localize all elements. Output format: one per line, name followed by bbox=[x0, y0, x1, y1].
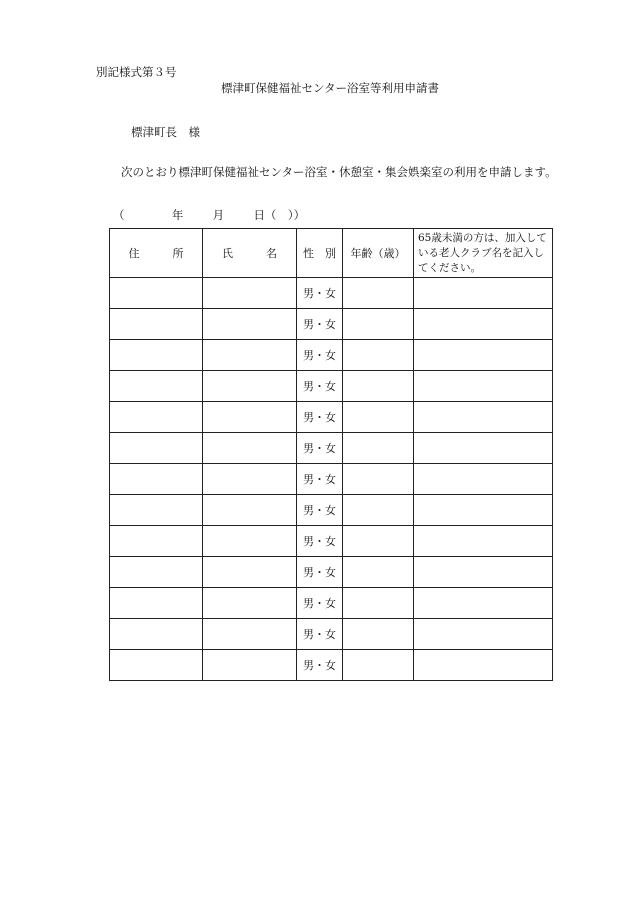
sex-cell[interactable]: 男・女 bbox=[297, 588, 343, 619]
club-cell[interactable] bbox=[414, 588, 553, 619]
age-cell[interactable] bbox=[343, 557, 414, 588]
address-cell[interactable] bbox=[110, 464, 203, 495]
age-cell[interactable] bbox=[343, 526, 414, 557]
club-cell[interactable] bbox=[414, 495, 553, 526]
name-cell[interactable] bbox=[203, 619, 297, 650]
age-cell[interactable] bbox=[343, 588, 414, 619]
address-cell[interactable] bbox=[110, 588, 203, 619]
date-open-paren: （ bbox=[113, 208, 125, 222]
address-cell[interactable] bbox=[110, 495, 203, 526]
header-club-note: 65歳未満の方は、加入している老人クラブ名を記入してください。 bbox=[414, 229, 553, 278]
age-cell[interactable] bbox=[343, 650, 414, 681]
sex-cell[interactable]: 男・女 bbox=[297, 340, 343, 371]
address-cell[interactable] bbox=[110, 309, 203, 340]
table-row bbox=[110, 495, 553, 526]
form-title: 標津町保健福祉センター浴室等利用申請書 bbox=[221, 81, 440, 95]
table-row bbox=[110, 309, 553, 340]
table-row bbox=[110, 588, 553, 619]
sex-cell[interactable]: 男・女 bbox=[297, 278, 343, 309]
name-cell[interactable] bbox=[203, 278, 297, 309]
table-row bbox=[110, 433, 553, 464]
table-row bbox=[110, 340, 553, 371]
table-row bbox=[110, 650, 553, 681]
table-row bbox=[110, 371, 553, 402]
name-cell[interactable] bbox=[203, 526, 297, 557]
club-cell[interactable] bbox=[414, 557, 553, 588]
age-cell[interactable] bbox=[343, 278, 414, 309]
sex-cell[interactable]: 男・女 bbox=[297, 650, 343, 681]
club-cell[interactable] bbox=[414, 371, 553, 402]
sex-cell[interactable]: 男・女 bbox=[297, 495, 343, 526]
table-header-row bbox=[110, 229, 553, 278]
age-cell[interactable] bbox=[343, 309, 414, 340]
age-cell[interactable] bbox=[343, 340, 414, 371]
club-cell[interactable] bbox=[414, 278, 553, 309]
sex-cell[interactable]: 男・女 bbox=[297, 309, 343, 340]
table-row bbox=[110, 278, 553, 309]
club-cell[interactable] bbox=[414, 619, 553, 650]
addressee: 標津町長 様 bbox=[131, 125, 200, 139]
name-cell[interactable] bbox=[203, 588, 297, 619]
name-cell[interactable] bbox=[203, 495, 297, 526]
address-cell[interactable] bbox=[110, 371, 203, 402]
sex-cell[interactable]: 男・女 bbox=[297, 433, 343, 464]
sex-cell[interactable]: 男・女 bbox=[297, 402, 343, 433]
age-cell[interactable] bbox=[343, 402, 414, 433]
age-cell[interactable] bbox=[343, 619, 414, 650]
age-cell[interactable] bbox=[343, 495, 414, 526]
club-cell[interactable] bbox=[414, 650, 553, 681]
date-month-label: 月 bbox=[212, 208, 225, 222]
table-row bbox=[110, 557, 553, 588]
name-cell[interactable] bbox=[203, 309, 297, 340]
header-sex: 性 別 bbox=[297, 229, 343, 278]
name-cell[interactable] bbox=[203, 557, 297, 588]
table-row bbox=[110, 464, 553, 495]
club-cell[interactable] bbox=[414, 340, 553, 371]
club-cell[interactable] bbox=[414, 526, 553, 557]
form-number: 別記様式第３号 bbox=[96, 65, 177, 79]
address-cell[interactable] bbox=[110, 340, 203, 371]
applicant-table bbox=[109, 228, 553, 681]
sex-cell[interactable]: 男・女 bbox=[297, 464, 343, 495]
header-address: 住 所 bbox=[110, 229, 203, 278]
sex-cell[interactable]: 男・女 bbox=[297, 557, 343, 588]
name-cell[interactable] bbox=[203, 371, 297, 402]
name-cell[interactable] bbox=[203, 433, 297, 464]
address-cell[interactable] bbox=[110, 402, 203, 433]
club-cell[interactable] bbox=[414, 402, 553, 433]
age-cell[interactable] bbox=[343, 371, 414, 402]
age-cell[interactable] bbox=[343, 433, 414, 464]
name-cell[interactable] bbox=[203, 340, 297, 371]
address-cell[interactable] bbox=[110, 526, 203, 557]
address-cell[interactable] bbox=[110, 650, 203, 681]
date-year-label: 年 bbox=[171, 208, 184, 222]
table-row bbox=[110, 619, 553, 650]
address-cell[interactable] bbox=[110, 278, 203, 309]
sex-cell[interactable]: 男・女 bbox=[297, 371, 343, 402]
sex-cell[interactable]: 男・女 bbox=[297, 619, 343, 650]
table-row bbox=[110, 402, 553, 433]
header-age: 年齢（歳） bbox=[343, 229, 414, 278]
sex-cell[interactable]: 男・女 bbox=[297, 526, 343, 557]
age-cell[interactable] bbox=[343, 464, 414, 495]
date-day-label: 日（ ）） bbox=[253, 208, 306, 222]
club-cell[interactable] bbox=[414, 464, 553, 495]
date-line[interactable] bbox=[113, 207, 305, 223]
address-cell[interactable] bbox=[110, 433, 203, 464]
address-cell[interactable] bbox=[110, 557, 203, 588]
club-cell[interactable] bbox=[414, 309, 553, 340]
application-statement: 次のとおり標津町保健福祉センター浴室・休憩室・集会娯楽室の利用を申請します。 bbox=[121, 165, 557, 179]
address-cell[interactable] bbox=[110, 619, 203, 650]
name-cell[interactable] bbox=[203, 402, 297, 433]
club-cell[interactable] bbox=[414, 433, 553, 464]
name-cell[interactable] bbox=[203, 464, 297, 495]
name-cell[interactable] bbox=[203, 650, 297, 681]
table-row bbox=[110, 526, 553, 557]
header-name: 氏 名 bbox=[203, 229, 297, 278]
